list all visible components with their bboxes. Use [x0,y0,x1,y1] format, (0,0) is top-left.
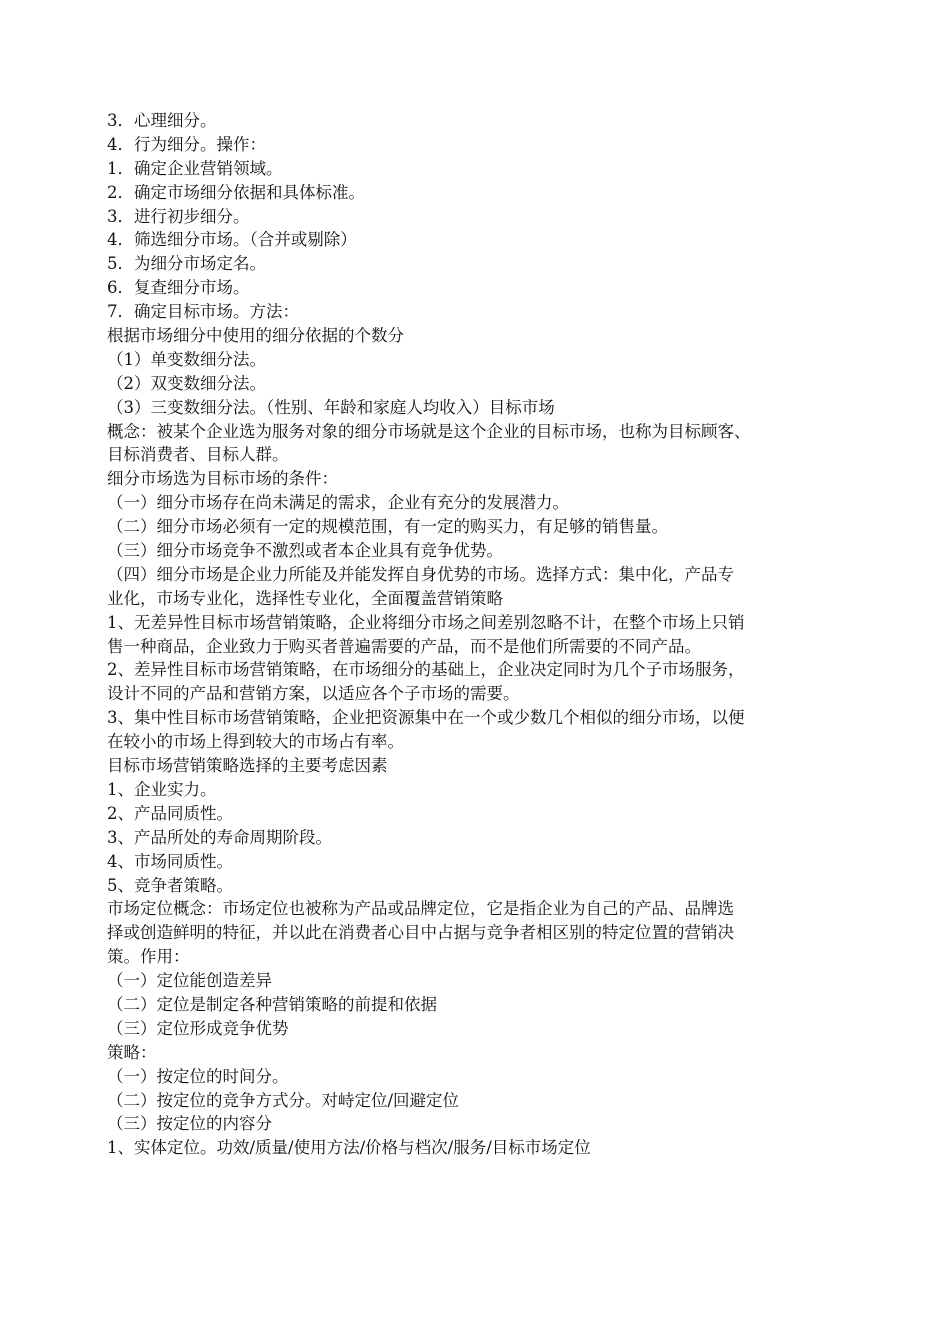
text-line: 1、实体定位。功效/质量/使用方法/价格与档次/服务/目标市场定位 [107,1138,591,1158]
text-line: 根据市场细分中使用的细分依据的个数分 [107,326,404,346]
text-line: 择或创造鲜明的特征，并以此在消费者心目中占据与竞争者相区别的特定位置的营销决 [107,923,734,943]
text-line: 4．行为细分。操作： [107,134,266,154]
text-line: 3、产品所处的寿命周期阶段。 [107,827,332,847]
text-line: 策。作用： [107,947,190,967]
text-line: 3．心理细分。 [107,111,217,130]
text-line: （四）细分市场是企业力所能及并能发挥自身优势的市场。选择方式：集中化，产品专 [107,564,734,584]
text-line: 在较小的市场上得到较大的市场占有率。 [107,732,404,752]
text-line: 细分市场选为目标市场的条件： [107,469,338,489]
text-line: （三）按定位的内容分 [107,1114,272,1134]
text-line: （一）定位能创造差异 [107,971,272,991]
text-line: 4、市场同质性。 [107,851,233,871]
text-line: （二）细分市场必须有一定的规模范围，有一定的购买力，有足够的销售量。 [107,517,668,537]
text-line: （一）细分市场存在尚未满足的需求，企业有充分的发展潜力。 [107,493,569,513]
text-line: 2．确定市场细分依据和具体标准。 [107,182,365,202]
text-line: 4．筛选细分市场。（合并或剔除） [107,230,357,250]
text-line: 概念：被某个企业选为服务对象的细分市场就是这个企业的目标市场，也称为目标顾客、 [107,421,751,441]
text-line: 3、集中性目标市场营销策略，企业把资源集中在一个或少数几个相似的细分市场，以便 [107,708,745,728]
text-line: 2、差异性目标市场营销策略，在市场细分的基础上，企业决定同时为几个子市场服务， [107,660,745,680]
document-page [107,109,843,1160]
text-line: （三）定位形成竞争优势 [107,1018,289,1038]
text-line: 目标消费者、目标人群。 [107,445,289,465]
text-line: 6．复查细分市场。 [107,278,250,298]
text-line: 2、产品同质性。 [107,803,233,823]
text-line: 3．进行初步细分。 [107,206,250,226]
text-line: 7．确定目标市场。方法： [107,302,299,322]
text-line: 设计不同的产品和营销方案，以适应各个子市场的需要。 [107,684,520,704]
text-line: 策略： [107,1042,157,1062]
text-line: （2）双变数细分法。 [107,373,266,393]
text-line: 1．确定企业营销领域。 [107,158,283,178]
text-line: 5．为细分市场定名。 [107,254,266,274]
text-line: （一）按定位的时间分。 [107,1066,289,1086]
text-line: （三）细分市场竞争不激烈或者本企业具有竞争优势。 [107,541,503,561]
text-line: （二）按定位的竞争方式分。对峙定位/回避定位 [107,1090,460,1110]
text-line: 1、企业实力。 [107,779,217,799]
text-line: （二）定位是制定各种营销策略的前提和依据 [107,994,437,1014]
text-line: 业化，市场专业化，选择性专业化，全面覆盖营销策略 [107,588,503,608]
text-line: （3）三变数细分法。（性别、年龄和家庭人均收入）目标市场 [107,397,555,417]
text-line: 5、竞争者策略。 [107,875,233,895]
text-line: 售一种商品，企业致力于购买者普遍需要的产品，而不是他们所需要的不同产品。 [107,636,701,656]
text-line: （1）单变数细分法。 [107,349,266,369]
text-line: 1、无差异性目标市场营销策略，企业将细分市场之间差别忽略不计，在整个市场上只销 [107,612,745,632]
text-line: 市场定位概念：市场定位也被称为产品或品牌定位，它是指企业为自己的产品、品牌选 [107,899,734,919]
text-line: 目标市场营销策略选择的主要考虑因素 [107,756,388,776]
